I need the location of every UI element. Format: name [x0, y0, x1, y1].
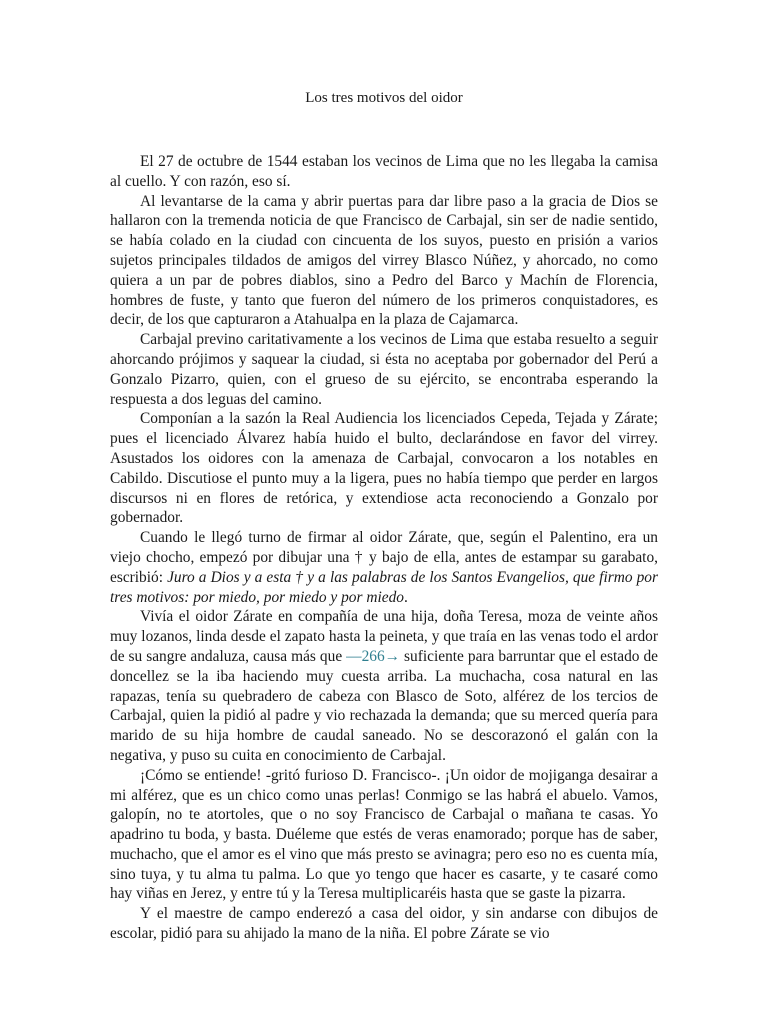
paragraph: ¡Cómo se entiende! -gritó furioso D. Francisco-. ¡Un oidor de mojiganga desairar a mi alférez, que es un chico como unas perlas! Conmigo se las habrá el abuelo. Vamos, galopín, no te atortoles, que o no soy Francisco de Carbajal o mañana te casas. Yo apadrino tu boda, y basta. Duéleme que estés de veras enamorado; porque has de saber, muchacho, que el amor es el vino que más presto se avinagra; pero eso no es cuenta mía, sino tuya, y tu alma tu palma. Lo que yo tengo que hacer es casarte, y te casaré como hay viñas en Jerez, y entre tú y la Teresa multiplicaréis hasta que se gaste la pizarra. [110, 766, 658, 903]
paragraph-text: Vivía el oidor Zárate en compañía de una hija, doña Teresa, moza de veinte años muy lozanos, linda desde el zapato hasta la peineta, y que traía en las venas todo el ardor de su sangre andaluza, causa más que [110, 608, 658, 665]
paragraph: Componían a la sazón la Real Audiencia los licenciados Cepeda, Tejada y Zárate; pues el licenciado Álvarez había huido el bulto, declarándose en favor del virrey. Asustados los oidores con la amenaza de Carbajal, convocaron a los notables en Cabildo. Discutiose el punto muy a la ligera, pues no había tiempo que perder en largos discursos ni en flores de retórica, y extendiose acta reconociendo a Gonzalo por gobernador. [110, 410, 658, 527]
page-number-marker: —266→ [346, 647, 401, 665]
document-page [110, 0, 658, 1024]
document-title: Los tres motivos del oidor [305, 90, 463, 106]
paragraph [110, 528, 658, 607]
paragraph: Y el maestre de campo enderezó a casa del oidor, y sin andarse con dibujos de escolar, pidió para su ahijado la mano de la niña. El pobre Zárate se vio [110, 905, 658, 943]
paragraph: El 27 de octubre de 1544 estaban los vecinos de Lima que no les llegaba la camisa al cuello. Y con razón, eso sí. [110, 153, 658, 190]
paragraph-text: . [403, 588, 408, 606]
paragraph: Carbajal previno caritativamente a los vecinos de Lima que estaba resuelto a seguir ahorcando prójimos y saquear la ciudad, si ésta no aceptaba por gobernador del Perú a Gonzalo Pizarro, quien, con el grueso de su ejército, se encontraba esperando la respuesta a dos leguas del camino. [110, 331, 658, 408]
paragraph: Al levantarse de la cama y abrir puertas para dar libre paso a la gracia de Dios se hallaron con la tremenda noticia de que Francisco de Carbajal, sin ser de nadie sentido, se había colado en la ciudad con cincuenta de los suyos, puesto en prisión a varios sujetos principales tildados de amigos del virrey Blasco Núñez, y ahorcado, no como quiera a un par de pobres diablos, sino a Pedro del Barco y Machín de Florencia, hombres de fuste, y tanto que fueron del número de los primeros conquistadores, es decir, de los que capturaron a Atahualpa en la plaza de Cajamarca. [110, 192, 658, 329]
document-body [110, 152, 658, 944]
paragraph [110, 607, 658, 765]
paragraph-text: suficiente para barruntar que el estado de doncellez se la iba haciendo muy cuesta arriba. La muchacha, cosa natural en las rapazas, tenía su quebradero de cabeza con Blasco de Soto, alférez de los tercios de Carbajal, quien la pidió al padre y vio rechazada la demanda; que su merced quería para marido de su hija hombre de caudal saneado. No se descorazonó el galán con la negativa, y puso su cuita en conocimiento de Carbajal. [110, 647, 658, 764]
paragraph-text: Cuando le llegó turno de firmar al oidor Zárate, que, según el Palentino, era un viejo chocho, empezó por dibujar una † y bajo de ella, antes de estampar su garabato, escribió: [110, 529, 658, 586]
italic-quote: Juro a Dios y a esta † y a las palabras de los Santos Evangelios, que firmo por tres motivos: por miedo, por miedo y por miedo [110, 568, 658, 606]
